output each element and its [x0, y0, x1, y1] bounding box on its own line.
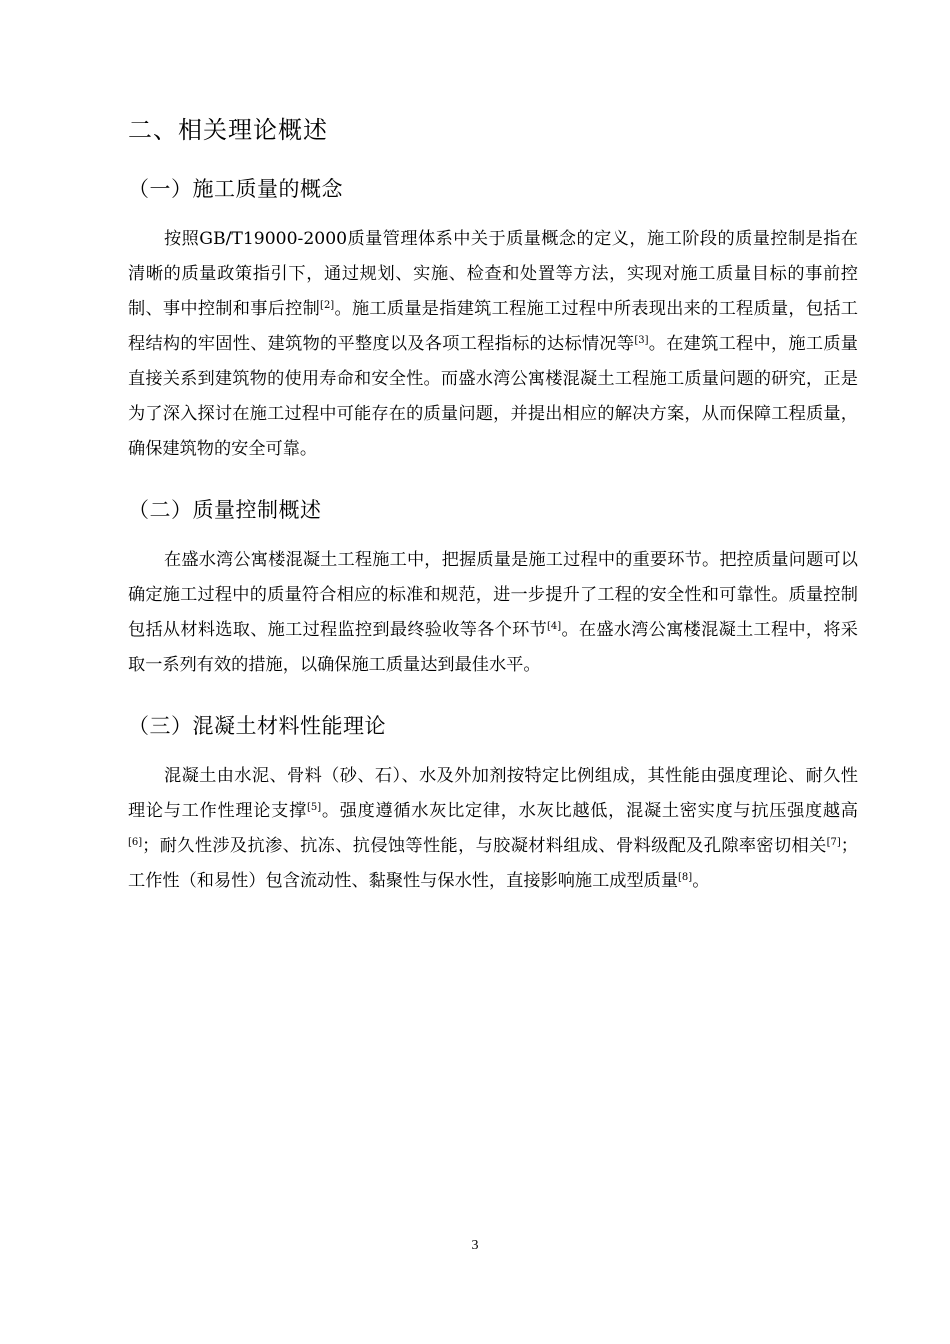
- body-paragraph: [128, 222, 858, 467]
- paragraph-text: 。在建筑工程中，施工质量直接关系到建筑物的使用寿命和安全性。而盛水湾公寓楼混凝土工程施工质量问题的研究，正是为了深入探讨在施工过程中可能存在的质量问题，并提出相应的解决方案，从而保障工程质量，确保建筑物的安全可靠。: [128, 334, 858, 459]
- paragraph-text: 混凝土由水泥、骨料（砂、石）、水及外加剂按特定比例组成，其性能由强度理论、耐久性理论与工作性理论支撑: [128, 766, 858, 821]
- citation-ref: [3]: [634, 335, 649, 346]
- section-construction-quality-concept: [128, 172, 858, 467]
- section-title: （一）施工质量的概念: [128, 177, 343, 201]
- paragraph-text: ；耐久性涉及抗渗、抗冻、抗侵蚀等性能，与胶凝材料组成、骨料级配及孔隙率密切相关: [142, 836, 827, 856]
- section-quality-control-overview: [128, 493, 858, 683]
- body-paragraph: [128, 759, 858, 899]
- paragraph-text: 。: [692, 871, 710, 891]
- paragraph-text: 按照GB/T19000-2000质量管理体系中关于质量概念的定义，施工阶段的质量控制是指在清晰的质量政策指引下，通过规划、实施、检查和处置等方法，实现对施工质量目标的事前控制、事中控制和事后控制: [128, 229, 858, 319]
- page-number: 3: [471, 1238, 479, 1253]
- citation-ref: [4]: [547, 621, 562, 632]
- citation-ref: [6]: [128, 837, 143, 848]
- section-title: （三）混凝土材料性能理论: [128, 714, 386, 738]
- paragraph-text: ；工作性（和易性）包含流动性、黏聚性与保水性，直接影响施工成型质量: [128, 836, 858, 891]
- page-content: [128, 108, 858, 925]
- section-concrete-material-theory: [128, 709, 858, 899]
- chapter-title: 二、相关理论概述: [128, 116, 328, 144]
- paragraph-text: 在盛水湾公寓楼混凝土工程施工中，把握质量是施工过程中的重要环节。把控质量问题可以确定施工过程中的质量符合相应的标准和规范，进一步提升了工程的安全性和可靠性。质量控制包括从材料选取、施工过程监控到最终验收等各个环节: [128, 550, 858, 640]
- citation-ref: [5]: [306, 802, 322, 813]
- citation-ref: [7]: [826, 837, 841, 848]
- paragraph-text: 。强度遵循水灰比定律，水灰比越低，混凝土密实度与抗压强度越高: [321, 801, 858, 821]
- citation-ref: [2]: [320, 300, 335, 311]
- citation-ref: [8]: [678, 872, 693, 883]
- body-paragraph: [128, 543, 858, 683]
- paragraph-text: 。在盛水湾公寓楼混凝土工程中，将采取一系列有效的措施，以确保施工质量达到最佳水平。: [128, 620, 858, 675]
- paragraph-text: 。施工质量是指建筑工程施工过程中所表现出来的工程质量，包括工程结构的牢固性、建筑物的平整度以及各项工程指标的达标情况等: [128, 299, 858, 354]
- section-title: （二）质量控制概述: [128, 498, 322, 522]
